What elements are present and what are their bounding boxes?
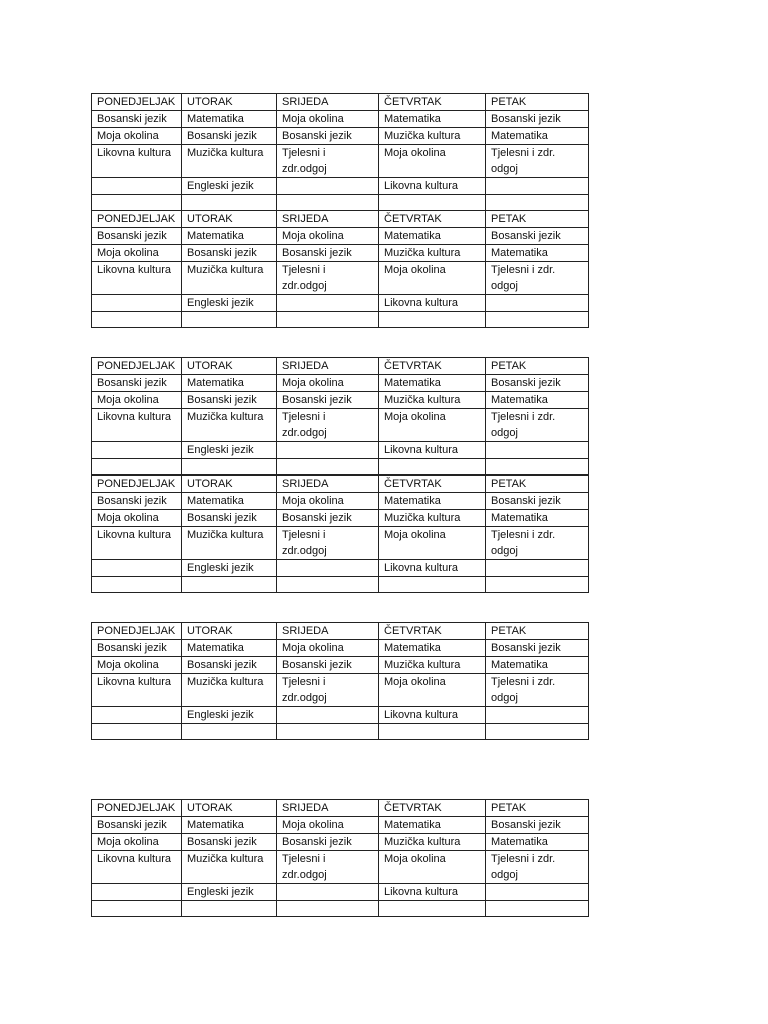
subject-cell: Likovna kultura bbox=[92, 674, 182, 707]
timetable-2 bbox=[91, 210, 589, 328]
table-row bbox=[92, 560, 589, 577]
day-header-cell: PONEDJELJAK bbox=[92, 476, 182, 493]
subject-cell: Moja okolina bbox=[92, 128, 182, 145]
subject-cell: Likovna kultura bbox=[379, 442, 486, 459]
subject-cell: Moja okolina bbox=[379, 851, 486, 884]
subject-cell bbox=[379, 724, 486, 740]
day-header-cell: PETAK bbox=[486, 94, 589, 111]
subject-cell: Bosanski jezik bbox=[277, 834, 379, 851]
day-header-cell: PETAK bbox=[486, 476, 589, 493]
subject-cell bbox=[182, 459, 277, 475]
subject-cell: Likovna kultura bbox=[92, 409, 182, 442]
day-header-cell: SRIJEDA bbox=[277, 476, 379, 493]
day-header-cell: PONEDJELJAK bbox=[92, 94, 182, 111]
subject-cell bbox=[277, 560, 379, 577]
table-header-row bbox=[92, 358, 589, 375]
timetable-3 bbox=[91, 357, 589, 475]
subject-cell: Bosanski jezik bbox=[92, 111, 182, 128]
subject-cell: Bosanski jezik bbox=[277, 392, 379, 409]
subject-cell bbox=[182, 312, 277, 328]
subject-cell bbox=[92, 459, 182, 475]
subject-cell: Bosanski jezik bbox=[486, 111, 589, 128]
subject-cell bbox=[92, 560, 182, 577]
subject-cell bbox=[486, 724, 589, 740]
subject-cell bbox=[486, 295, 589, 312]
day-header-cell: SRIJEDA bbox=[277, 94, 379, 111]
subject-cell: Likovna kultura bbox=[379, 707, 486, 724]
subject-cell bbox=[486, 560, 589, 577]
day-header-cell: SRIJEDA bbox=[277, 358, 379, 375]
day-header-cell: PONEDJELJAK bbox=[92, 358, 182, 375]
table-row bbox=[92, 295, 589, 312]
subject-cell: Likovna kultura bbox=[92, 262, 182, 295]
table-row bbox=[92, 577, 589, 593]
subject-cell: Likovna kultura bbox=[379, 178, 486, 195]
subject-cell bbox=[277, 178, 379, 195]
day-header-cell: PETAK bbox=[486, 211, 589, 228]
subject-cell: Tjelesni i zdr. odgoj bbox=[486, 145, 589, 178]
subject-cell: Matematika bbox=[379, 375, 486, 392]
subject-cell: Tjelesni i zdr.odgoj bbox=[277, 145, 379, 178]
subject-cell: Engleski jezik bbox=[182, 295, 277, 312]
subject-cell bbox=[277, 195, 379, 211]
subject-cell: Muzička kultura bbox=[379, 657, 486, 674]
subject-cell bbox=[92, 884, 182, 901]
subject-cell: Muzička kultura bbox=[182, 145, 277, 178]
day-header-cell: SRIJEDA bbox=[277, 211, 379, 228]
subject-cell: Moja okolina bbox=[92, 657, 182, 674]
timetable-4 bbox=[91, 475, 589, 593]
subject-cell: Bosanski jezik bbox=[486, 493, 589, 510]
day-header-cell: ČETVRTAK bbox=[379, 94, 486, 111]
subject-cell bbox=[277, 459, 379, 475]
subject-cell bbox=[92, 707, 182, 724]
subject-cell bbox=[486, 577, 589, 593]
table-header-row bbox=[92, 94, 589, 111]
day-header-cell: PONEDJELJAK bbox=[92, 800, 182, 817]
subject-cell bbox=[277, 312, 379, 328]
subject-cell: Bosanski jezik bbox=[277, 510, 379, 527]
subject-cell: Matematika bbox=[182, 640, 277, 657]
table-row bbox=[92, 459, 589, 475]
subject-cell: Moja okolina bbox=[277, 640, 379, 657]
subject-cell: Matematika bbox=[379, 493, 486, 510]
subject-cell bbox=[92, 577, 182, 593]
subject-cell: Bosanski jezik bbox=[486, 228, 589, 245]
subject-cell: Tjelesni i zdr. odgoj bbox=[486, 409, 589, 442]
subject-cell: Muzička kultura bbox=[379, 834, 486, 851]
subject-cell bbox=[92, 295, 182, 312]
table-row bbox=[92, 228, 589, 245]
subject-cell bbox=[92, 901, 182, 917]
day-header-cell: UTORAK bbox=[182, 358, 277, 375]
subject-cell: Tjelesni i zdr. odgoj bbox=[486, 262, 589, 295]
subject-cell: Engleski jezik bbox=[182, 178, 277, 195]
table-row bbox=[92, 442, 589, 459]
subject-cell: Moja okolina bbox=[379, 409, 486, 442]
table-row bbox=[92, 707, 589, 724]
timetable-6 bbox=[91, 799, 589, 917]
subject-cell bbox=[379, 459, 486, 475]
day-header-cell: PETAK bbox=[486, 800, 589, 817]
day-header-cell: ČETVRTAK bbox=[379, 476, 486, 493]
subject-cell bbox=[92, 312, 182, 328]
subject-cell: Bosanski jezik bbox=[92, 640, 182, 657]
subject-cell: Bosanski jezik bbox=[182, 510, 277, 527]
subject-cell bbox=[182, 195, 277, 211]
day-header-cell: UTORAK bbox=[182, 623, 277, 640]
subject-cell bbox=[379, 195, 486, 211]
subject-cell: Moja okolina bbox=[379, 262, 486, 295]
subject-cell: Muzička kultura bbox=[182, 527, 277, 560]
subject-cell: Moja okolina bbox=[277, 111, 379, 128]
day-header-cell: PONEDJELJAK bbox=[92, 211, 182, 228]
subject-cell bbox=[379, 577, 486, 593]
subject-cell: Moja okolina bbox=[92, 510, 182, 527]
subject-cell bbox=[182, 901, 277, 917]
subject-cell: Likovna kultura bbox=[92, 145, 182, 178]
subject-cell: Tjelesni i zdr.odgoj bbox=[277, 409, 379, 442]
subject-cell: Moja okolina bbox=[277, 375, 379, 392]
table-row bbox=[92, 245, 589, 262]
subject-cell: Matematika bbox=[379, 228, 486, 245]
subject-cell: Matematika bbox=[182, 375, 277, 392]
day-header-cell: ČETVRTAK bbox=[379, 211, 486, 228]
table-header-row bbox=[92, 800, 589, 817]
subject-cell: Moja okolina bbox=[277, 817, 379, 834]
table-row bbox=[92, 493, 589, 510]
subject-cell bbox=[277, 901, 379, 917]
subject-cell: Bosanski jezik bbox=[92, 493, 182, 510]
subject-cell: Moja okolina bbox=[92, 245, 182, 262]
subject-cell: Moja okolina bbox=[277, 493, 379, 510]
day-header-cell: UTORAK bbox=[182, 800, 277, 817]
subject-cell: Bosanski jezik bbox=[182, 392, 277, 409]
table-row bbox=[92, 724, 589, 740]
subject-cell: Likovna kultura bbox=[379, 560, 486, 577]
subject-cell: Matematika bbox=[486, 510, 589, 527]
table-row bbox=[92, 527, 589, 560]
day-header-cell: UTORAK bbox=[182, 211, 277, 228]
table-row bbox=[92, 817, 589, 834]
subject-cell bbox=[486, 884, 589, 901]
subject-cell: Bosanski jezik bbox=[486, 817, 589, 834]
subject-cell bbox=[486, 178, 589, 195]
subject-cell: Moja okolina bbox=[379, 674, 486, 707]
subject-cell: Tjelesni i zdr.odgoj bbox=[277, 262, 379, 295]
subject-cell bbox=[277, 442, 379, 459]
subject-cell bbox=[486, 442, 589, 459]
subject-cell: Bosanski jezik bbox=[182, 657, 277, 674]
subject-cell: Bosanski jezik bbox=[92, 817, 182, 834]
subject-cell: Muzička kultura bbox=[379, 510, 486, 527]
subject-cell: Likovna kultura bbox=[379, 884, 486, 901]
timetable-1 bbox=[91, 93, 589, 211]
table-row bbox=[92, 901, 589, 917]
subject-cell: Muzička kultura bbox=[379, 245, 486, 262]
subject-cell: Bosanski jezik bbox=[277, 128, 379, 145]
subject-cell: Muzička kultura bbox=[379, 128, 486, 145]
table-header-row bbox=[92, 476, 589, 493]
table-row bbox=[92, 392, 589, 409]
day-header-cell: SRIJEDA bbox=[277, 623, 379, 640]
day-header-cell: UTORAK bbox=[182, 476, 277, 493]
day-header-cell: PETAK bbox=[486, 623, 589, 640]
subject-cell: Tjelesni i zdr. odgoj bbox=[486, 527, 589, 560]
subject-cell: Moja okolina bbox=[92, 392, 182, 409]
day-header-cell: PONEDJELJAK bbox=[92, 623, 182, 640]
subject-cell: Tjelesni i zdr.odgoj bbox=[277, 674, 379, 707]
subject-cell: Matematika bbox=[379, 817, 486, 834]
subject-cell bbox=[486, 312, 589, 328]
subject-cell: Bosanski jezik bbox=[182, 245, 277, 262]
subject-cell: Matematika bbox=[486, 834, 589, 851]
subject-cell: Tjelesni i zdr. odgoj bbox=[486, 674, 589, 707]
subject-cell: Engleski jezik bbox=[182, 442, 277, 459]
timetable-5 bbox=[91, 622, 589, 740]
table-row bbox=[92, 178, 589, 195]
table-row bbox=[92, 510, 589, 527]
table-row bbox=[92, 884, 589, 901]
day-header-cell: ČETVRTAK bbox=[379, 800, 486, 817]
subject-cell: Matematika bbox=[182, 228, 277, 245]
subject-cell: Matematika bbox=[486, 128, 589, 145]
table-row bbox=[92, 657, 589, 674]
day-header-cell: SRIJEDA bbox=[277, 800, 379, 817]
subject-cell bbox=[379, 312, 486, 328]
subject-cell: Muzička kultura bbox=[182, 674, 277, 707]
subject-cell: Likovna kultura bbox=[92, 851, 182, 884]
day-header-cell: ČETVRTAK bbox=[379, 358, 486, 375]
subject-cell: Likovna kultura bbox=[379, 295, 486, 312]
subject-cell bbox=[486, 707, 589, 724]
subject-cell: Tjelesni i zdr.odgoj bbox=[277, 527, 379, 560]
subject-cell: Engleski jezik bbox=[182, 560, 277, 577]
subject-cell bbox=[92, 724, 182, 740]
subject-cell: Moja okolina bbox=[92, 834, 182, 851]
subject-cell: Muzička kultura bbox=[182, 409, 277, 442]
subject-cell bbox=[182, 724, 277, 740]
subject-cell: Bosanski jezik bbox=[92, 228, 182, 245]
subject-cell bbox=[486, 195, 589, 211]
subject-cell: Matematika bbox=[486, 245, 589, 262]
table-row bbox=[92, 375, 589, 392]
subject-cell: Bosanski jezik bbox=[182, 128, 277, 145]
subject-cell: Moja okolina bbox=[379, 527, 486, 560]
table-row bbox=[92, 128, 589, 145]
subject-cell: Tjelesni i zdr. odgoj bbox=[486, 851, 589, 884]
subject-cell bbox=[92, 195, 182, 211]
subject-cell bbox=[182, 577, 277, 593]
subject-cell: Moja okolina bbox=[277, 228, 379, 245]
table-row bbox=[92, 674, 589, 707]
subject-cell bbox=[486, 459, 589, 475]
subject-cell: Muzička kultura bbox=[182, 851, 277, 884]
subject-cell: Muzička kultura bbox=[379, 392, 486, 409]
subject-cell bbox=[486, 901, 589, 917]
subject-cell: Matematika bbox=[379, 640, 486, 657]
subject-cell: Matematika bbox=[379, 111, 486, 128]
subject-cell bbox=[277, 884, 379, 901]
subject-cell: Matematika bbox=[182, 111, 277, 128]
table-row bbox=[92, 409, 589, 442]
table-row bbox=[92, 640, 589, 657]
table-row bbox=[92, 111, 589, 128]
table-row bbox=[92, 195, 589, 211]
day-header-cell: UTORAK bbox=[182, 94, 277, 111]
subject-cell bbox=[379, 901, 486, 917]
subject-cell bbox=[92, 178, 182, 195]
subject-cell bbox=[277, 724, 379, 740]
day-header-cell: ČETVRTAK bbox=[379, 623, 486, 640]
subject-cell: Bosanski jezik bbox=[277, 245, 379, 262]
subject-cell bbox=[277, 295, 379, 312]
subject-cell: Muzička kultura bbox=[182, 262, 277, 295]
subject-cell: Likovna kultura bbox=[92, 527, 182, 560]
subject-cell: Tjelesni i zdr.odgoj bbox=[277, 851, 379, 884]
table-row bbox=[92, 262, 589, 295]
subject-cell: Moja okolina bbox=[379, 145, 486, 178]
subject-cell: Bosanski jezik bbox=[182, 834, 277, 851]
table-row bbox=[92, 145, 589, 178]
subject-cell: Bosanski jezik bbox=[486, 375, 589, 392]
subject-cell: Matematika bbox=[486, 392, 589, 409]
subject-cell: Matematika bbox=[182, 493, 277, 510]
subject-cell: Engleski jezik bbox=[182, 707, 277, 724]
subject-cell: Matematika bbox=[486, 657, 589, 674]
subject-cell bbox=[277, 577, 379, 593]
table-header-row bbox=[92, 211, 589, 228]
subject-cell: Bosanski jezik bbox=[486, 640, 589, 657]
table-header-row bbox=[92, 623, 589, 640]
table-row bbox=[92, 851, 589, 884]
table-row bbox=[92, 834, 589, 851]
subject-cell bbox=[92, 442, 182, 459]
subject-cell: Bosanski jezik bbox=[277, 657, 379, 674]
day-header-cell: PETAK bbox=[486, 358, 589, 375]
subject-cell: Matematika bbox=[182, 817, 277, 834]
subject-cell: Bosanski jezik bbox=[92, 375, 182, 392]
table-row bbox=[92, 312, 589, 328]
subject-cell bbox=[277, 707, 379, 724]
subject-cell: Engleski jezik bbox=[182, 884, 277, 901]
